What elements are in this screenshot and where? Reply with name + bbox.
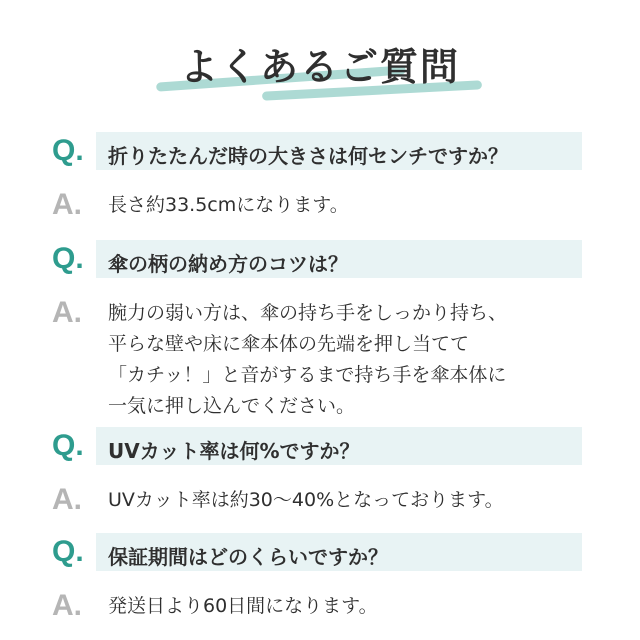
question-text: UVカット率は何%ですか？ <box>108 439 360 463</box>
question-text: 折りたたんだ時の大きさは何センチですか？ <box>108 144 508 168</box>
answer-text <box>108 298 640 422</box>
question-row <box>0 427 640 469</box>
answer-line: 平らな壁や床に傘本体の先端を押し当てて <box>108 333 470 355</box>
question-row <box>0 240 640 282</box>
answer-row <box>0 485 640 516</box>
answer-line: 一気に押し込んでください。 <box>108 395 356 417</box>
question-mark-label: Q. <box>52 134 84 167</box>
answer-line: 長さ約33.5cmになります。 <box>108 194 349 216</box>
faq-item <box>0 533 640 622</box>
answer-row <box>0 591 640 622</box>
faq-item <box>0 132 640 221</box>
answer-mark-label: A. <box>52 188 82 221</box>
page-header <box>0 0 640 110</box>
answer-row <box>0 190 640 221</box>
page-title: よくあるご質問 <box>179 45 460 89</box>
answer-line: 発送日より60日間になります。 <box>108 595 378 617</box>
question-mark-label: Q. <box>52 535 84 568</box>
answer-mark-label: A. <box>52 589 82 622</box>
answer-text <box>108 190 640 221</box>
question-mark-label: Q. <box>52 242 84 275</box>
question-text: 傘の柄の納め方のコツは？ <box>108 252 348 276</box>
question-row <box>0 533 640 575</box>
answer-row <box>0 298 640 422</box>
answer-line: 「カチッ！」と音がするまで持ち手を傘本体に <box>108 364 507 386</box>
question-mark-label: Q. <box>52 429 84 462</box>
question-text: 保証期間はどのくらいですか？ <box>108 545 388 569</box>
faq-item <box>0 240 640 422</box>
answer-mark-label: A. <box>52 296 82 329</box>
question-row <box>0 132 640 174</box>
answer-line: UVカット率は約30〜40%となっております。 <box>108 489 504 511</box>
answer-text <box>108 591 640 622</box>
answer-line: 腕力の弱い方は、傘の持ち手をしっかり持ち、 <box>108 302 508 324</box>
answer-text <box>108 485 640 516</box>
answer-mark-label: A. <box>52 483 82 516</box>
faq-item <box>0 427 640 516</box>
